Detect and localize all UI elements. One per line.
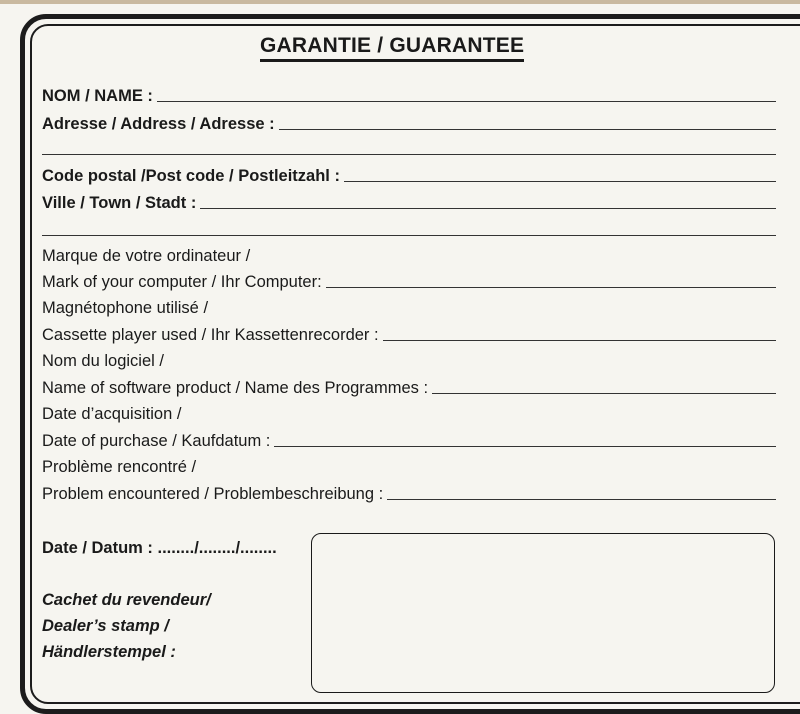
address-extra-line[interactable]: [42, 154, 776, 155]
address-input-line[interactable]: [279, 129, 776, 130]
stamp-label-fr: Cachet du revendeur/: [42, 591, 211, 609]
stamp-label-de: Händlerstempel :: [42, 643, 176, 661]
problem-label: Problem encountered / Problembeschreibung :: [42, 485, 384, 503]
town-input-line[interactable]: [200, 208, 776, 209]
problem-label-fr: Problème rencontré /: [42, 458, 197, 476]
postcode-input-line[interactable]: [344, 181, 776, 182]
cassette-input-line[interactable]: [383, 340, 776, 341]
problem-input-line[interactable]: [387, 499, 776, 500]
computer-field[interactable]: [42, 272, 776, 292]
town-field[interactable]: [42, 193, 776, 213]
computer-input-line[interactable]: [326, 287, 776, 288]
software-label: Name of software product / Name des Programmes :: [42, 379, 429, 397]
paper-edge: [0, 0, 800, 4]
name-field[interactable]: [42, 86, 776, 106]
address-field[interactable]: [42, 114, 776, 134]
cassette-label-fr: Magnétophone utilisé /: [42, 299, 209, 317]
software-field[interactable]: [42, 378, 776, 398]
computer-label: Mark of your computer / Ihr Computer:: [42, 273, 322, 291]
cassette-label: Cassette player used / Ihr Kassettenrecorder :: [42, 326, 379, 344]
postcode-field[interactable]: [42, 166, 776, 186]
address-label: Adresse / Address / Adresse :: [42, 115, 275, 133]
computer-label-fr: Marque de votre ordinateur /: [42, 247, 251, 265]
problem-field[interactable]: [42, 484, 776, 504]
name-input-line[interactable]: [157, 101, 776, 102]
form-title: GARANTIE / GUARANTEE: [260, 34, 524, 62]
date-field[interactable]: Date / Datum : ......../......../........: [42, 539, 277, 557]
dealer-stamp-box[interactable]: [311, 533, 775, 693]
purchase-field[interactable]: [42, 431, 776, 451]
purchase-input-line[interactable]: [274, 446, 776, 447]
cassette-field[interactable]: [42, 325, 776, 345]
town-label: Ville / Town / Stadt :: [42, 194, 197, 212]
purchase-label: Date of purchase / Kaufdatum :: [42, 432, 271, 450]
purchase-label-fr: Date d’acquisition /: [42, 405, 182, 423]
postcode-label: Code postal /Post code / Postleitzahl :: [42, 167, 340, 185]
town-extra-line[interactable]: [42, 235, 776, 236]
software-input-line[interactable]: [432, 393, 776, 394]
software-label-fr: Nom du logiciel /: [42, 352, 164, 370]
name-label: NOM / NAME :: [42, 87, 153, 105]
stamp-label-en: Dealer’s stamp /: [42, 617, 169, 635]
